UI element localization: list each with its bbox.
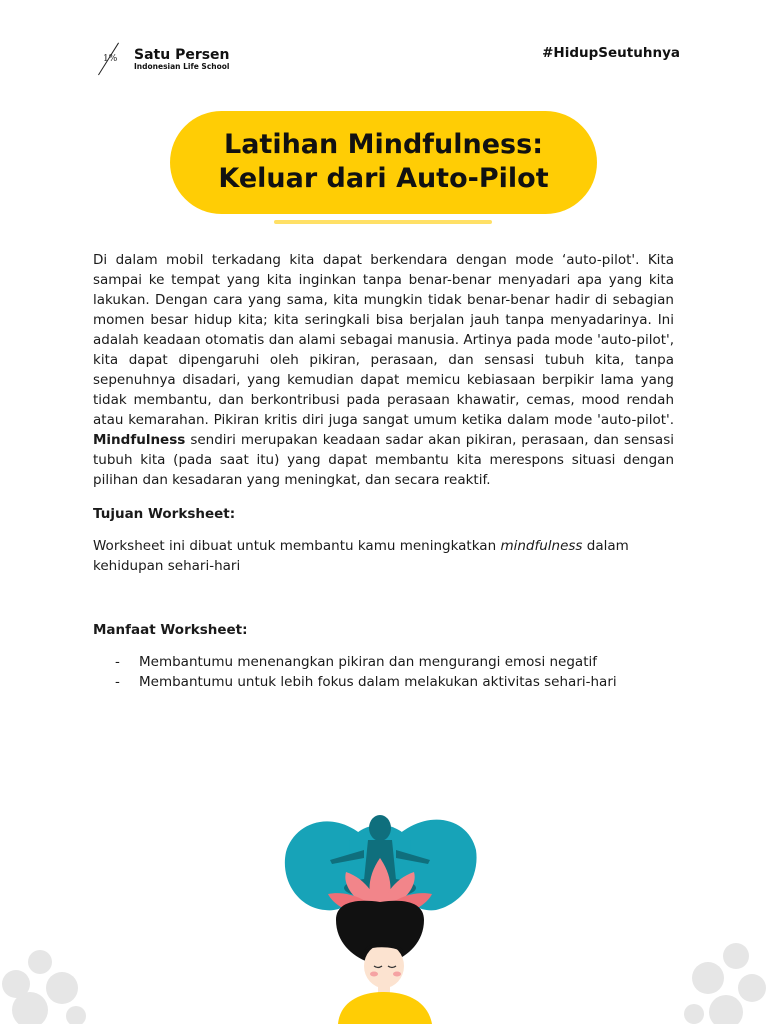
satu-persen-logo[interactable] (92, 42, 230, 76)
intro-text-1: Di dalam mobil terkadang kita dapat berkendara dengan mode ‘auto-pilot'. Kita sampai ke tempat yang kita inginkan tanpa benar-benar menyadari apa yang kita lakukan. Dengan cara yang sama, kita mungkin tidak benar-benar hadir di sebagian momen besar hidup kita; kita seringkali bisa berjalan jauh tanpa menyadarinya. Ini adalah keadaan otomatis dan alami sebagai manusia. Artinya pada mode 'auto-pilot', kita dapat dipengaruhi oleh pikiran, perasaan, dan sensasi tubuh kita, tanpa sepenuhnya disadari, yang kemudian dapat memicu kebiasaan berpikir lama yang tidak membantu, dan berkontribusi pada perasaan khawatir, cemas, mood rendah atau kemarahan. Pikiran kritis diri juga sangat umum ketika dalam mode 'auto-pilot'. (93, 252, 674, 428)
intro-bold-mindfulness: Mindfulness (93, 432, 186, 448)
list-item-text: Membantumu untuk lebih fokus dalam melakukan aktivitas sehari-hari (139, 674, 617, 690)
intro-paragraph (93, 250, 674, 490)
logo-mark-icon (92, 42, 126, 76)
title-line-1: Latihan Mindfulness: (223, 129, 544, 160)
logo-mark-text: 1% (103, 54, 118, 64)
logo-name: Satu Persen (134, 46, 230, 63)
logo-tagline: Indonesian Life School (134, 61, 230, 71)
tujuan-heading: Tujuan Worksheet: (93, 506, 236, 522)
title-banner (170, 111, 597, 214)
grey-flower-decoration (680, 940, 768, 1024)
tujuan-text-1: Worksheet ini dibuat untuk membantu kamu meningkatkan (93, 538, 501, 554)
list-dash: - (115, 654, 120, 670)
tujuan-text-2: dalam kehidupan sehari-hari (93, 538, 629, 574)
title-underline (274, 220, 492, 224)
list-item-text: Membantumu menenangkan pikiran dan mengurangi emosi negatif (139, 654, 597, 670)
intro-text-2: sendiri merupakan keadaan sadar akan pikiran, perasaan, dan sensasi tubuh kita (pada saat itu) yang dapat membantu kita merespons situasi dengan pilihan dan kesadaran yang meningkat, dan secara reaktif. (93, 432, 674, 488)
list-item (93, 672, 674, 692)
page-header (92, 42, 680, 82)
list-item (93, 652, 674, 672)
grey-flower-decoration (0, 940, 90, 1024)
manfaat-list (93, 652, 674, 692)
manfaat-heading: Manfaat Worksheet: (93, 622, 248, 638)
tujuan-text (93, 536, 674, 576)
worksheet-content (93, 250, 674, 692)
title-line-2: Keluar dari Auto-Pilot (218, 163, 549, 194)
meditation-woman-lotus-illustration (280, 800, 480, 1024)
hashtag: #HidupSeutuhnya (542, 45, 680, 61)
list-dash: - (115, 674, 120, 690)
tujuan-text-italic: mindfulness (500, 538, 583, 554)
